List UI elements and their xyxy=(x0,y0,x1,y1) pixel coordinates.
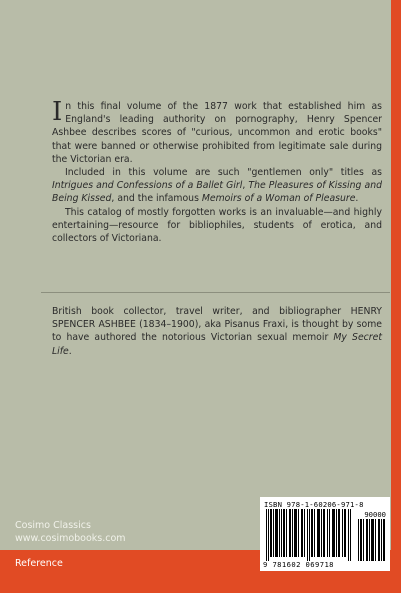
author-bio-paragraph xyxy=(52,305,382,358)
publisher-info xyxy=(15,520,126,545)
blurb-p2-part-a: Included in this volume are such "gentlemen only" titles as xyxy=(65,167,382,179)
accent-stripe xyxy=(391,0,401,593)
book-title-ballet-girl: Intrigues and Confessions of a Ballet Girl xyxy=(52,180,243,192)
blurb-text xyxy=(52,97,382,245)
publisher-name: Cosimo Classics xyxy=(15,520,91,531)
barcode-digits: 9 781602 069718 xyxy=(263,560,334,569)
barcode xyxy=(260,497,390,571)
drop-cap: I xyxy=(52,97,63,127)
author-bio-end: . xyxy=(68,345,72,357)
blurb-p2-part-b: , xyxy=(242,180,249,192)
blurb-paragraph-1 xyxy=(52,97,382,166)
barcode-bars-icon xyxy=(266,509,352,561)
section-divider xyxy=(41,292,390,293)
price-barcode-icon xyxy=(358,519,386,561)
blurb-p2-part-c: , and the infamous xyxy=(111,193,202,205)
author-bio-text: British book collector, travel writer, and bibliographer HENRY SPENCER ASHBEE (1834–1900), aka Pisanus Fraxi, is thought by some to have authored the notorious Victorian sexual memoir xyxy=(52,306,382,344)
isbn-label: ISBN 978-1-60206-971-8 xyxy=(264,500,364,509)
blurb-paragraph-1-text: n this final volume of the 1877 work that established him as England's leading authority on pornography, Henry Spencer Ashbee describes scores of "curious, uncommon and erotic books" that were banned or otherwise prohibited from legitimate sale during the Victorian era. xyxy=(52,101,382,165)
book-title-memoirs: Memoirs of a Woman of Pleasure xyxy=(201,193,356,205)
category-label: Reference xyxy=(15,558,63,569)
book-title-my-secret-life: My Secret Life xyxy=(52,332,382,357)
blurb-paragraph-3: This catalog of mostly forgotten works is an invaluable—and highly entertaining—resource for bibliophiles, students of erotica, and collectors of Victoriana. xyxy=(52,206,382,245)
blurb-paragraph-2 xyxy=(52,166,382,206)
author-bio xyxy=(52,305,382,358)
book-title-pleasures-of-kissing: The Pleasures of Kissing and Being Kissed xyxy=(52,180,382,205)
publisher-url[interactable]: www.cosimobooks.com xyxy=(15,532,126,544)
blurb-p2-part-d: . xyxy=(355,193,359,205)
price-code: 90000 xyxy=(364,510,386,519)
